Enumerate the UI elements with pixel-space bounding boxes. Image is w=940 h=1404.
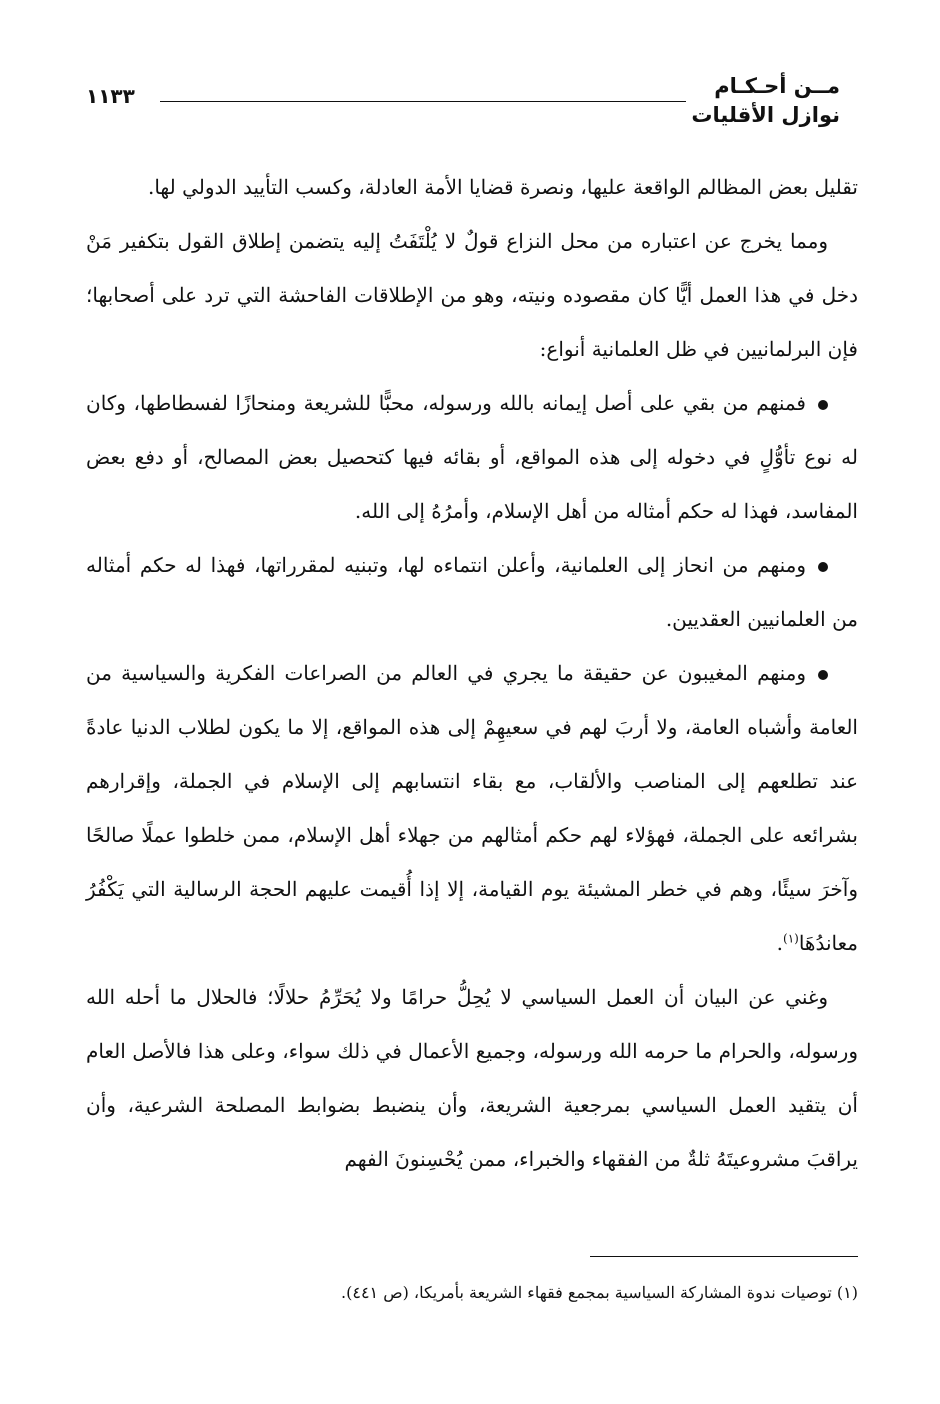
- bullet-item-3: [86, 646, 858, 970]
- bullet-item-1: [86, 376, 858, 538]
- body-text: [86, 160, 858, 1186]
- paragraph-2: ومما يخرج عن اعتباره من محل النزاع قولٌ لا يُلْتَفَتُ إليه يتضمن إطلاق القول بتكفير مَنْ دخل في هذا العمل أيًّا كان مقصوده ونيته، وهو من الإطلاقات الفاحشة التي ترد على أصحابها؛ فإن البرلمانيين في ظل العلمانية أنواع:: [86, 229, 858, 361]
- bullet-icon: [818, 670, 828, 680]
- paragraph-3: وغني عن البيان أن العمل السياسي لا يُحِلُّ حرامًا ولا يُحَرِّمُ حلالًا؛ فالحلال ما أحله الله ورسوله، والحرام ما حرمه الله ورسوله، وجميع الأعمال في ذلك سواء، وعلى هذا فالأصل العام أن يتقيد العمل السياسي بمرجعية الشريعة، وأن ينضبط بضوابط المصلحة الشرعية، وأن يراقبَ مشروعيتَهُ ثلةٌ من الفقهاء والخبراء، ممن يُحْسِنونَ الفهم: [86, 985, 858, 1171]
- bullet-item-1-text: فمنهم من بقي على أصل إيمانه بالله ورسوله، محبًّا للشريعة ومنحازًا لفسطاطها، وكان له نوع تأوُّلٍ في دخوله إلى هذه المواقع، أو بقائه فيها كتحصيل بعض المصالح، أو دفع بعض المفاسد، فهذا له حكم أمثاله من أهل الإسلام، وأمرُهُ إلى الله.: [86, 391, 858, 523]
- bullet-icon: [818, 562, 828, 572]
- footnote-reference[interactable]: (١): [783, 931, 799, 946]
- bullet-item-2-text: ومنهم من انحاز إلى العلمانية، وأعلن انتماءه لها، وتبنيه لمقرراتها، فهذا له حكم أمثاله من العلمانيين العقديين.: [86, 553, 858, 631]
- footnote-rule: [590, 1256, 858, 1257]
- header-title-line1: مــن أحـكـام: [714, 74, 840, 98]
- paragraph-1: تقليل بعض المظالم الواقعة عليها، ونصرة قضايا الأمة العادلة، وكسب التأييد الدولي لها.: [147, 175, 858, 199]
- footnote: (١) توصيات ندوة المشاركة السياسية بمجمع فقهاء الشريعة بأمريكا، (ص ٤٤١).: [341, 1283, 858, 1302]
- bullet-item-2: [86, 538, 858, 646]
- header-title-line2: نوازل الأقليات: [691, 103, 840, 127]
- page-number: ١١٣٣: [86, 84, 135, 108]
- bullet-icon: [818, 400, 828, 410]
- bullet-item-3-end: .: [776, 931, 783, 955]
- bullet-item-3-text: ومنهم المغيبون عن حقيقة ما يجري في العالم من الصراعات الفكرية والسياسية من العامة وأشباه العامة، ولا أربَ لهم في سعيهِمْ إلى هذه المواقع، إلا ما يكون لطلاب الدنيا عادةً عند تطلعهم إلى المناصب والألقاب، مع بقاء انتسابهم إلى الإسلام في الجملة، وإقرارهم بشرائعه على الجملة، فهؤلاء لهم حكم أمثالهم من جهلاء أهل الإسلام، ممن خلطوا عملًا صالحًا وآخرَ سيئًا، وهم في خطر المشيئة يوم القيامة، إلا إذا أُقيمت عليهم الحجة الرسالية التي يَكْفُرُ معاندُهَا: [86, 661, 858, 955]
- header-rule: [160, 101, 686, 102]
